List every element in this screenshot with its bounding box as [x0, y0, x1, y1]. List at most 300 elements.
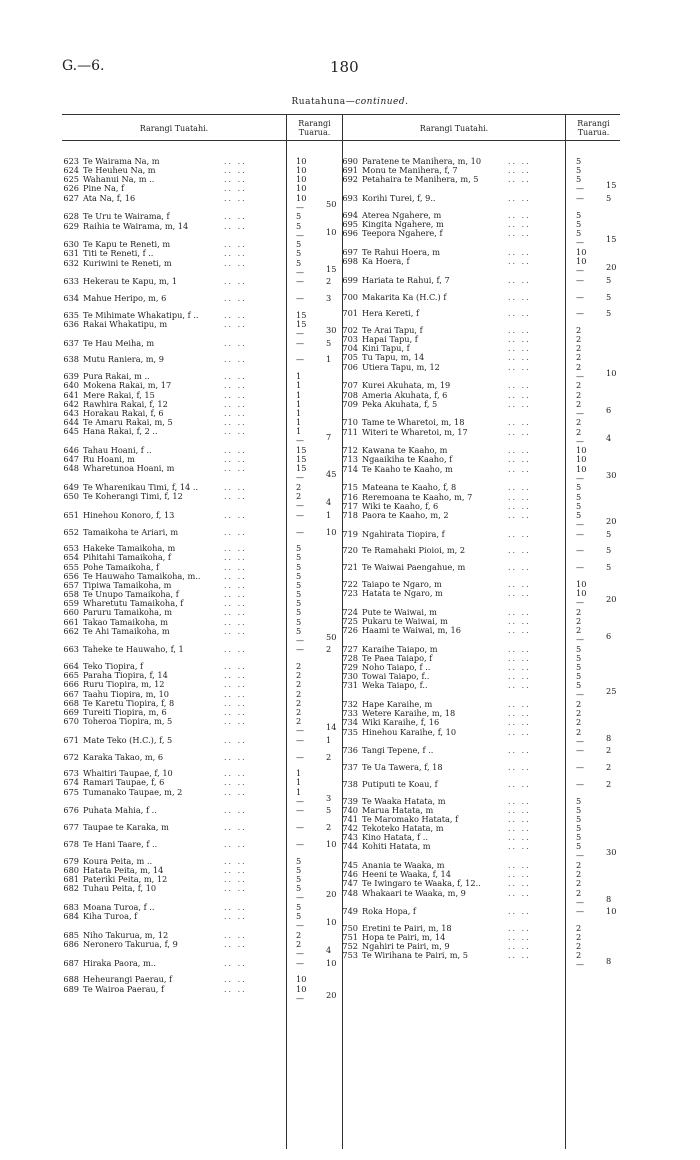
entry-number: 664: [63, 661, 79, 672]
entry-number: 643: [63, 407, 79, 418]
register-entry: [341, 746, 433, 755]
leader-dots: .. ..: [224, 599, 247, 609]
header-tuarua-left-line1: Rarangi: [298, 119, 331, 128]
entry-number: 692: [342, 174, 358, 185]
subtotal-dash: —: [296, 510, 304, 520]
subtotal-dash: —: [576, 292, 584, 302]
subtotal-value: 4: [326, 944, 332, 955]
subtotal-value: 30: [326, 324, 337, 335]
entry-name: Ngahirata Tiopira, f: [362, 528, 445, 539]
leader-dots: .. ..: [224, 390, 247, 400]
tuarua-value: 2: [576, 389, 582, 400]
leader-dots: .. ..: [508, 399, 531, 409]
tuarua-value: 5: [296, 910, 302, 921]
entry-name: Noho Taiapo, f ..: [362, 662, 431, 673]
tuarua-value: 2: [576, 625, 582, 635]
tuarua-value: 1: [296, 371, 302, 382]
subtotal-dash: —: [576, 519, 584, 529]
subtotal-dash: —: [576, 763, 584, 773]
subtotal-value: 7: [326, 432, 332, 443]
tuarua-value: 5: [576, 228, 582, 239]
entry-number: 645: [63, 426, 79, 437]
tuarua-value: 5: [296, 257, 302, 268]
tuarua-value: 5: [296, 873, 302, 884]
tuarua-value: 1: [296, 398, 302, 409]
entry-name: Heheurangi Paerau, f: [83, 974, 173, 985]
leader-dots: .. ..: [508, 814, 531, 824]
table-top-rule: [62, 114, 620, 115]
subtotal-dash: —: [296, 277, 304, 287]
entry-name: Mateana te Kaaho, f, 8: [362, 482, 457, 493]
entry-number: 738: [342, 778, 358, 789]
register-entry: [62, 788, 182, 797]
entry-name: Kohiti Hatata, m: [362, 841, 431, 852]
entry-name: Reremoana te Kaaho, m, 7: [362, 491, 473, 502]
subtotal-dash: —: [296, 338, 304, 348]
tuarua-value: 5: [296, 625, 302, 636]
tuarua-value: 1: [296, 768, 302, 779]
entry-name: Monu te Manihera, f, 7: [362, 165, 458, 176]
subtotal-value: 3: [326, 293, 332, 304]
tuarua-value: 10: [576, 463, 587, 474]
tuarua-value: 10: [576, 454, 587, 465]
register-entry: [62, 355, 164, 364]
tuarua-value: 2: [576, 334, 582, 345]
entry-number: 749: [342, 906, 358, 917]
entry-number: 671: [63, 734, 79, 745]
subtotal-dash: —: [576, 408, 584, 418]
entry-number: 723: [342, 587, 358, 598]
subtitle-continued: —continued.: [345, 97, 409, 107]
subtotal-dash: —: [296, 230, 304, 240]
subtotal-dash: —: [296, 993, 304, 1003]
subtotal-value: 5: [606, 308, 612, 319]
subtotal-value: 5: [606, 562, 612, 573]
register-entry: [341, 530, 445, 539]
leader-dots: .. ..: [224, 399, 247, 409]
subtotal-value: 10: [326, 838, 337, 849]
register-entry: [341, 889, 466, 898]
entry-number: 745: [342, 860, 358, 871]
tuarua-value: 5: [576, 509, 582, 520]
leader-dots: .. ..: [224, 193, 247, 203]
entry-name: Paraha Tiopira, f, 14: [83, 670, 168, 681]
leader-dots: .. ..: [224, 355, 247, 365]
entry-number: 628: [63, 211, 79, 222]
entry-number: 705: [342, 352, 358, 363]
entry-number: 627: [63, 192, 79, 203]
entry-number: 725: [342, 615, 358, 626]
entry-number: 709: [342, 398, 358, 409]
tuarua-value: 2: [296, 481, 302, 492]
tuarua-value: 2: [576, 878, 582, 889]
tuarua-value: 5: [576, 218, 582, 229]
subtotal-dash: —: [296, 806, 304, 816]
entry-number: 719: [342, 528, 358, 539]
leader-dots: .. ..: [508, 663, 531, 673]
entry-name: Makarita Ka (H.C.) f: [362, 291, 447, 302]
tuarua-value: 10: [576, 445, 587, 456]
leader-dots: .. ..: [224, 608, 247, 618]
entry-name: Hakeke Tamaikoha, m: [83, 543, 176, 554]
entry-name: Hinehou Konoro, f, 13: [83, 509, 175, 520]
entry-name: Te Uru te Wairama, f: [83, 211, 170, 222]
leader-dots: .. ..: [508, 933, 531, 943]
subtotal-dash: —: [296, 202, 304, 212]
entry-number: 716: [342, 491, 358, 502]
entry-name: Ka Hoera, f: [362, 256, 410, 266]
tuarua-value: 5: [576, 500, 582, 511]
subtotal-value: 25: [606, 686, 617, 697]
tuarua-value: 10: [296, 165, 307, 176]
entry-name: Kiha Turoa, f: [83, 910, 138, 921]
subtotal-dash: —: [576, 907, 584, 917]
subtotal-value: 10: [326, 526, 337, 537]
header-tuatahi-left: Rarangi Tuatahi.: [139, 124, 209, 133]
leader-dots: .. ..: [508, 796, 531, 806]
subtotal-value: 30: [606, 847, 617, 858]
tuarua-value: 2: [576, 708, 582, 719]
leader-dots: .. ..: [508, 579, 531, 589]
subtotal-value: 15: [606, 234, 617, 245]
leader-dots: .. ..: [508, 842, 531, 852]
entry-name: Taupae te Karaka, m: [83, 822, 169, 833]
leader-dots: .. ..: [508, 219, 531, 229]
subtotal-dash: —: [576, 897, 584, 907]
entry-name: Takao Tamaikoha, m: [83, 616, 169, 627]
entry-name: Mokena Rakai, m, 17: [83, 380, 172, 391]
leader-dots: .. ..: [508, 464, 531, 474]
leader-dots: .. ..: [224, 698, 247, 708]
subtotal-value: 1: [326, 734, 332, 745]
entry-name: Hiraka Paora, m..: [83, 957, 156, 968]
entry-number: 730: [342, 671, 358, 682]
tuarua-value: 2: [576, 606, 582, 617]
entry-number: 696: [342, 228, 358, 239]
leader-dots: .. ..: [224, 571, 247, 581]
entry-number: 655: [63, 561, 79, 572]
entry-name: Ata Na, f, 16: [83, 192, 136, 203]
leader-dots: .. ..: [508, 607, 531, 617]
leader-dots: .. ..: [508, 275, 531, 285]
register-entry: [62, 259, 172, 268]
entry-name: Horakau Rakai, f, 6: [83, 407, 164, 418]
entry-name: Te Rahui Hoera, m: [362, 246, 440, 257]
entry-number: 721: [342, 562, 358, 573]
entry-number: 668: [63, 697, 79, 708]
entry-number: 734: [342, 717, 358, 728]
tuarua-value: 5: [296, 616, 302, 627]
entry-name: Rawhira Rakai, f, 12: [83, 398, 168, 409]
entry-number: 689: [63, 983, 79, 994]
entry-number: 665: [63, 670, 79, 681]
leader-dots: .. ..: [508, 861, 531, 871]
subtotal-value: 5: [606, 528, 612, 539]
tuarua-value: 10: [296, 974, 307, 985]
header-tuarua-right-line1: Rarangi: [577, 119, 610, 128]
tuarua-value: 2: [296, 716, 302, 727]
entry-name: Te Paea Taiapo, f: [362, 652, 433, 663]
col-divider-3: [565, 114, 566, 1149]
tuarua-value: 5: [296, 561, 302, 572]
entry-name: Paruru Tamaikoha, m: [83, 607, 172, 618]
register-entry: [341, 257, 410, 266]
entry-name: Roka Hopa, f: [362, 906, 416, 917]
entry-number: 735: [342, 726, 358, 737]
leader-dots: .. ..: [508, 257, 531, 266]
tuarua-value: 5: [576, 482, 582, 493]
subtotal-value: 2: [606, 745, 612, 756]
leader-dots: .. ..: [224, 902, 247, 912]
header-tuarua-left: [287, 119, 342, 137]
register-entry: [62, 985, 164, 994]
tuarua-value: 2: [576, 923, 582, 933]
subtotal-dash: —: [576, 266, 584, 275]
leader-dots: .. ..: [224, 839, 247, 849]
register-entry: [341, 428, 468, 437]
leader-dots: .. ..: [508, 746, 531, 756]
subtotal-value: 20: [326, 989, 337, 1000]
subtotal-dash: —: [576, 436, 584, 446]
tuarua-value: 2: [296, 661, 302, 672]
entry-number: 679: [63, 855, 79, 866]
tuarua-value: 2: [576, 950, 582, 961]
leader-dots: .. ..: [224, 510, 247, 520]
entry-number: 752: [342, 941, 358, 952]
leader-dots: .. ..: [224, 984, 247, 994]
entry-name: Paratene te Manihera, m, 10: [362, 156, 482, 166]
leader-dots: .. ..: [508, 510, 531, 520]
entry-number: 629: [63, 220, 79, 231]
leader-dots: .. ..: [224, 958, 247, 968]
leader-dots: .. ..: [224, 645, 247, 655]
entry-name: Ramari Taupae, f, 6: [83, 777, 165, 788]
tuarua-value: 5: [296, 220, 302, 231]
leader-dots: .. ..: [224, 277, 247, 287]
subtotal-value: 50: [326, 198, 337, 209]
entry-number: 677: [63, 822, 79, 833]
leader-dots: .. ..: [508, 616, 531, 626]
leader-dots: .. ..: [224, 249, 247, 259]
entry-name: Korihi Turei, f, 9..: [362, 193, 436, 204]
tuarua-value: 5: [576, 813, 582, 824]
leader-dots: .. ..: [508, 672, 531, 682]
entry-number: 701: [342, 308, 358, 319]
entry-name: Te Heuheu Na, m: [83, 165, 156, 176]
register-entry: [341, 400, 437, 409]
leader-dots: .. ..: [224, 806, 247, 816]
entry-number: 717: [342, 500, 358, 511]
register-entry: [341, 728, 456, 737]
entry-number: 729: [342, 662, 358, 673]
entry-number: 644: [63, 416, 79, 427]
subtotal-value: 5: [326, 337, 332, 348]
subtotal-value: 4: [326, 497, 332, 508]
subtotal-value: 20: [606, 262, 617, 272]
entry-name: Peka Akuhata, f, 5: [362, 398, 438, 409]
leader-dots: .. ..: [508, 626, 531, 635]
leader-dots: .. ..: [224, 662, 247, 672]
entry-number: 699: [342, 274, 358, 285]
leader-dots: .. ..: [224, 372, 247, 382]
subtotal-dash: —: [576, 746, 584, 756]
subtotal-value: 2: [606, 778, 612, 789]
table-subtitle: [0, 97, 700, 107]
tuarua-value: 5: [296, 589, 302, 600]
subtotal-value: 45: [326, 469, 337, 480]
entry-number: 748: [342, 887, 358, 898]
entry-name: Hatata te Ngaro, m: [362, 587, 443, 598]
entry-number: 691: [342, 165, 358, 176]
entry-number: 711: [342, 426, 358, 437]
entry-name: Whaitiri Taupae, f, 10: [83, 768, 173, 779]
subtotal-dash: —: [576, 563, 584, 573]
register-entry: [62, 823, 169, 832]
leader-dots: .. ..: [508, 709, 531, 719]
entry-name: Toheroa Tiopira, m, 5: [83, 716, 173, 727]
tuarua-value: 2: [576, 352, 582, 363]
subtotal-dash: —: [296, 355, 304, 365]
subtotal-value: 8: [606, 893, 612, 904]
entry-name: Hape Karaihe, m: [362, 699, 433, 710]
register-entry: [62, 277, 177, 286]
tuarua-value: 5: [296, 579, 302, 590]
subtotal-dash: —: [296, 328, 304, 338]
subtotal-dash: —: [576, 635, 584, 644]
tuarua-value: 2: [576, 343, 582, 354]
register-entry: [62, 464, 174, 473]
leader-dots: .. ..: [224, 258, 247, 268]
tuarua-value: 1: [296, 786, 302, 797]
entry-name: Marua Hatata, m: [362, 804, 434, 815]
tuarua-value: 2: [576, 615, 582, 626]
entry-number: 675: [63, 786, 79, 797]
subtotal-value: 6: [606, 631, 612, 641]
entry-number: 626: [63, 183, 79, 194]
leader-dots: .. ..: [224, 787, 247, 797]
entry-name: Petahaira te Manihera, m, 5: [362, 174, 479, 185]
subtotal-value: 20: [326, 889, 337, 900]
leader-dots: .. ..: [508, 833, 531, 843]
entry-number: 704: [342, 343, 358, 354]
register-entry: [62, 194, 135, 203]
tuarua-value: 2: [576, 887, 582, 898]
entry-number: 632: [63, 257, 79, 268]
tuarua-value: 5: [576, 795, 582, 806]
entry-name: Kawana te Kaaho, m: [362, 445, 448, 456]
entry-number: 736: [342, 745, 358, 756]
entry-name: Ameria Akuhata, f, 6: [362, 389, 448, 400]
register-entry: [341, 194, 436, 203]
entry-name: Hariata te Rahui, f, 7: [362, 274, 450, 285]
subtotal-value: 50: [326, 631, 337, 642]
tuarua-value: 2: [576, 325, 582, 335]
entry-name: Hinehou Karaihe, f, 10: [362, 726, 457, 737]
leader-dots: .. ..: [224, 445, 247, 455]
register-entry: [341, 780, 438, 789]
leader-dots: .. ..: [224, 527, 247, 537]
leader-dots: .. ..: [224, 408, 247, 418]
entry-number: 660: [63, 607, 79, 618]
subtotal-dash: —: [576, 529, 584, 539]
leader-dots: .. ..: [508, 879, 531, 889]
leader-dots: .. ..: [508, 166, 531, 176]
register-entry: [62, 427, 158, 436]
subtotal-value: 8: [606, 732, 612, 743]
entry-name: Eretini te Pairi, m, 18: [362, 923, 452, 933]
tuarua-value: 2: [576, 426, 582, 437]
entry-number: 630: [63, 239, 79, 250]
subtotal-dash: —: [296, 501, 304, 511]
subtotal-dash: —: [296, 726, 304, 736]
entry-number: 747: [342, 878, 358, 889]
entry-name: Aterea Ngahere, m: [362, 209, 442, 220]
entry-number: 659: [63, 598, 79, 609]
leader-dots: .. ..: [508, 718, 531, 728]
entry-name: Te Wairoa Paerau, f: [83, 983, 164, 994]
tuarua-value: 5: [296, 855, 302, 866]
entry-name: Niho Takurua, m, 12: [83, 929, 169, 940]
entry-name: Ngaaikiha te Kaaho, f: [362, 454, 453, 465]
entry-number: 652: [63, 526, 79, 537]
entry-number: 651: [63, 509, 79, 520]
leader-dots: .. ..: [508, 942, 531, 952]
tuarua-value: 15: [296, 454, 307, 464]
entry-name: Te Iwingaro te Waaka, f, 12..: [362, 878, 481, 889]
entry-number: 724: [342, 606, 358, 617]
tuarua-value: 5: [576, 491, 582, 502]
entry-number: 722: [342, 578, 358, 589]
subtotal-dash: —: [576, 184, 584, 194]
entry-name: Wiki Karaihe, f, 16: [362, 717, 440, 728]
entry-number: 695: [342, 218, 358, 229]
entry-name: Taheke te Hauwaho, f, 1: [83, 644, 184, 655]
leader-dots: .. ..: [224, 544, 247, 554]
leader-dots: .. ..: [224, 930, 247, 940]
tuarua-value: 2: [576, 699, 582, 710]
entry-name: Karaihe Taiapo, m: [362, 643, 438, 654]
entry-number: 625: [63, 174, 79, 185]
entry-name: Te Koherangi Timi, f, 12: [83, 491, 183, 502]
subtotal-value: 2: [326, 276, 332, 287]
subtotal-dash: —: [576, 238, 584, 248]
subtotal-dash: —: [576, 690, 584, 700]
entry-name: Towai Taiapo, f..: [362, 671, 430, 682]
tuarua-value: 5: [576, 174, 582, 185]
entry-number: 681: [63, 873, 79, 884]
tuarua-value: 10: [296, 983, 307, 994]
entry-number: 720: [342, 545, 358, 556]
subtotal-value: 5: [606, 291, 612, 302]
entry-name: Te Kapu te Reneti, m: [83, 239, 171, 250]
entry-name: Tangi Tepene, f ..: [362, 745, 434, 756]
tuarua-value: 5: [296, 570, 302, 581]
tuarua-value: 10: [296, 174, 307, 185]
leader-dots: .. ..: [508, 210, 531, 220]
tuarua-value: 5: [296, 543, 302, 554]
entry-number: 706: [342, 361, 358, 372]
tuarua-value: 1: [296, 777, 302, 788]
subtotal-value: 4: [606, 432, 612, 443]
tuarua-value: 2: [576, 941, 582, 952]
tuarua-value: 2: [296, 929, 302, 940]
entry-name: Moana Turoa, f ..: [83, 901, 155, 912]
leader-dots: .. ..: [508, 194, 531, 204]
entry-number: 634: [63, 293, 79, 304]
tuarua-value: 2: [296, 670, 302, 681]
leader-dots: .. ..: [224, 221, 247, 231]
leader-dots: .. ..: [224, 175, 247, 185]
